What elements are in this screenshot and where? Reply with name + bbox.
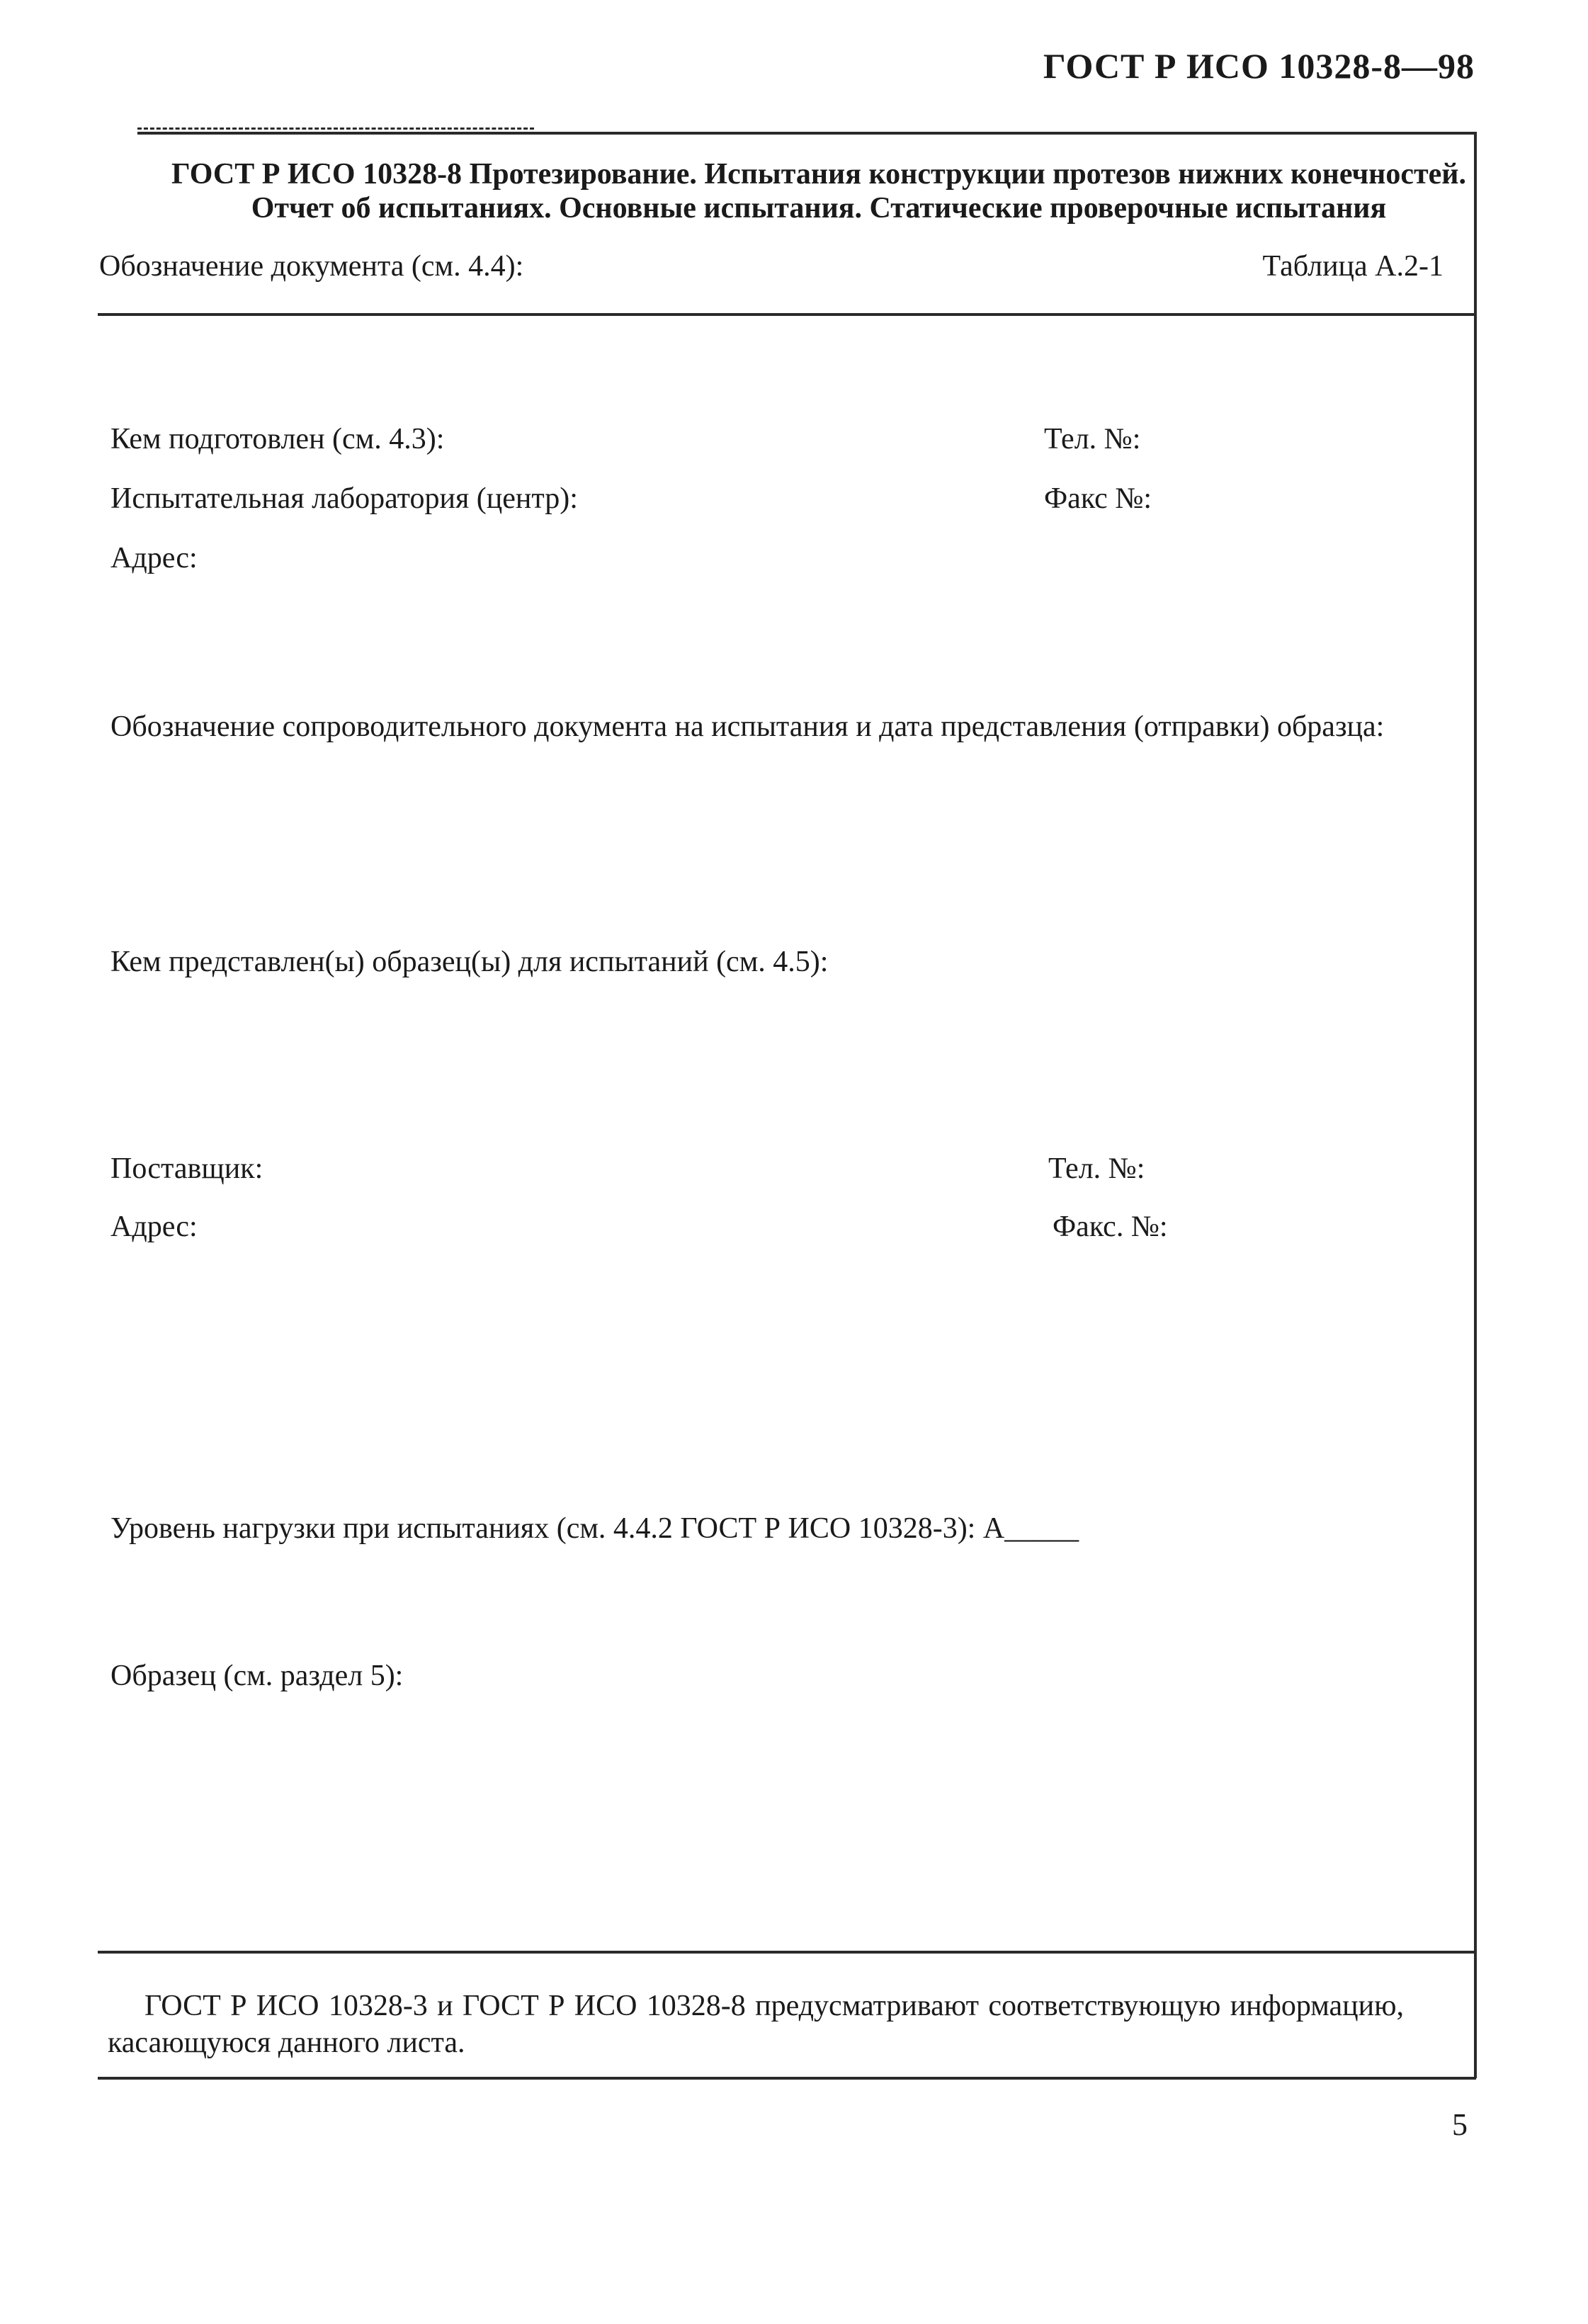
header-divider: [98, 313, 1476, 316]
document-designation-label: Обозначение документа (см. 4.4):: [99, 250, 524, 283]
form-title-line-2: Отчет об испытаниях. Основные испытания. Статические проверочные испытания: [251, 192, 1387, 225]
frame-top-dashed-edge: [137, 127, 534, 130]
supplier-fax-label: Факс. №:: [1053, 1211, 1168, 1243]
footnote-line-1: ГОСТ Р ИСО 10328-3 и ГОСТ Р ИСО 10328-8 предусматривают соответствующую информацию,: [144, 1990, 1404, 2022]
accompanying-document-label: Обозначение сопроводительного документа на испытания и дата представления (отправки) образца:: [110, 710, 1385, 743]
fax-label: Факс №:: [1044, 482, 1152, 515]
frame-right-border: [1474, 132, 1477, 2078]
load-level-label: Уровень нагрузки при испытаниях (см. 4.4.2 ГОСТ Р ИСО 10328-3): А_____: [110, 1512, 1079, 1545]
page-number: 5: [1452, 2107, 1468, 2142]
submitted-by-label: Кем представлен(ы) образец(ы) для испытаний (см. 4.5):: [110, 946, 829, 978]
running-header: ГОСТ Р ИСО 10328-8—98: [1043, 46, 1475, 86]
test-lab-label: Испытательная лаборатория (центр):: [110, 482, 578, 515]
footnote-line-2: касающуюся данного листа.: [108, 2027, 465, 2059]
frame-top-border: [137, 132, 1476, 135]
table-number: Таблица А.2-1: [1262, 250, 1444, 283]
form-title-line-1: ГОСТ Р ИСО 10328-8 Протезирование. Испытания конструкции протезов нижних конечностей.: [171, 158, 1466, 191]
tel-label: Тел. №:: [1044, 423, 1141, 455]
footer-divider-top: [98, 1951, 1476, 1954]
prepared-by-label: Кем подготовлен (см. 4.3):: [110, 423, 445, 455]
address-label: Адрес:: [110, 542, 198, 574]
supplier-tel-label: Тел. №:: [1048, 1152, 1145, 1185]
supplier-address-label: Адрес:: [110, 1211, 198, 1243]
footer-divider-bottom: [98, 2077, 1476, 2080]
specimen-label: Образец (см. раздел 5):: [110, 1660, 404, 1692]
footnote: [108, 1988, 1404, 2061]
supplier-label: Поставщик:: [110, 1152, 263, 1185]
